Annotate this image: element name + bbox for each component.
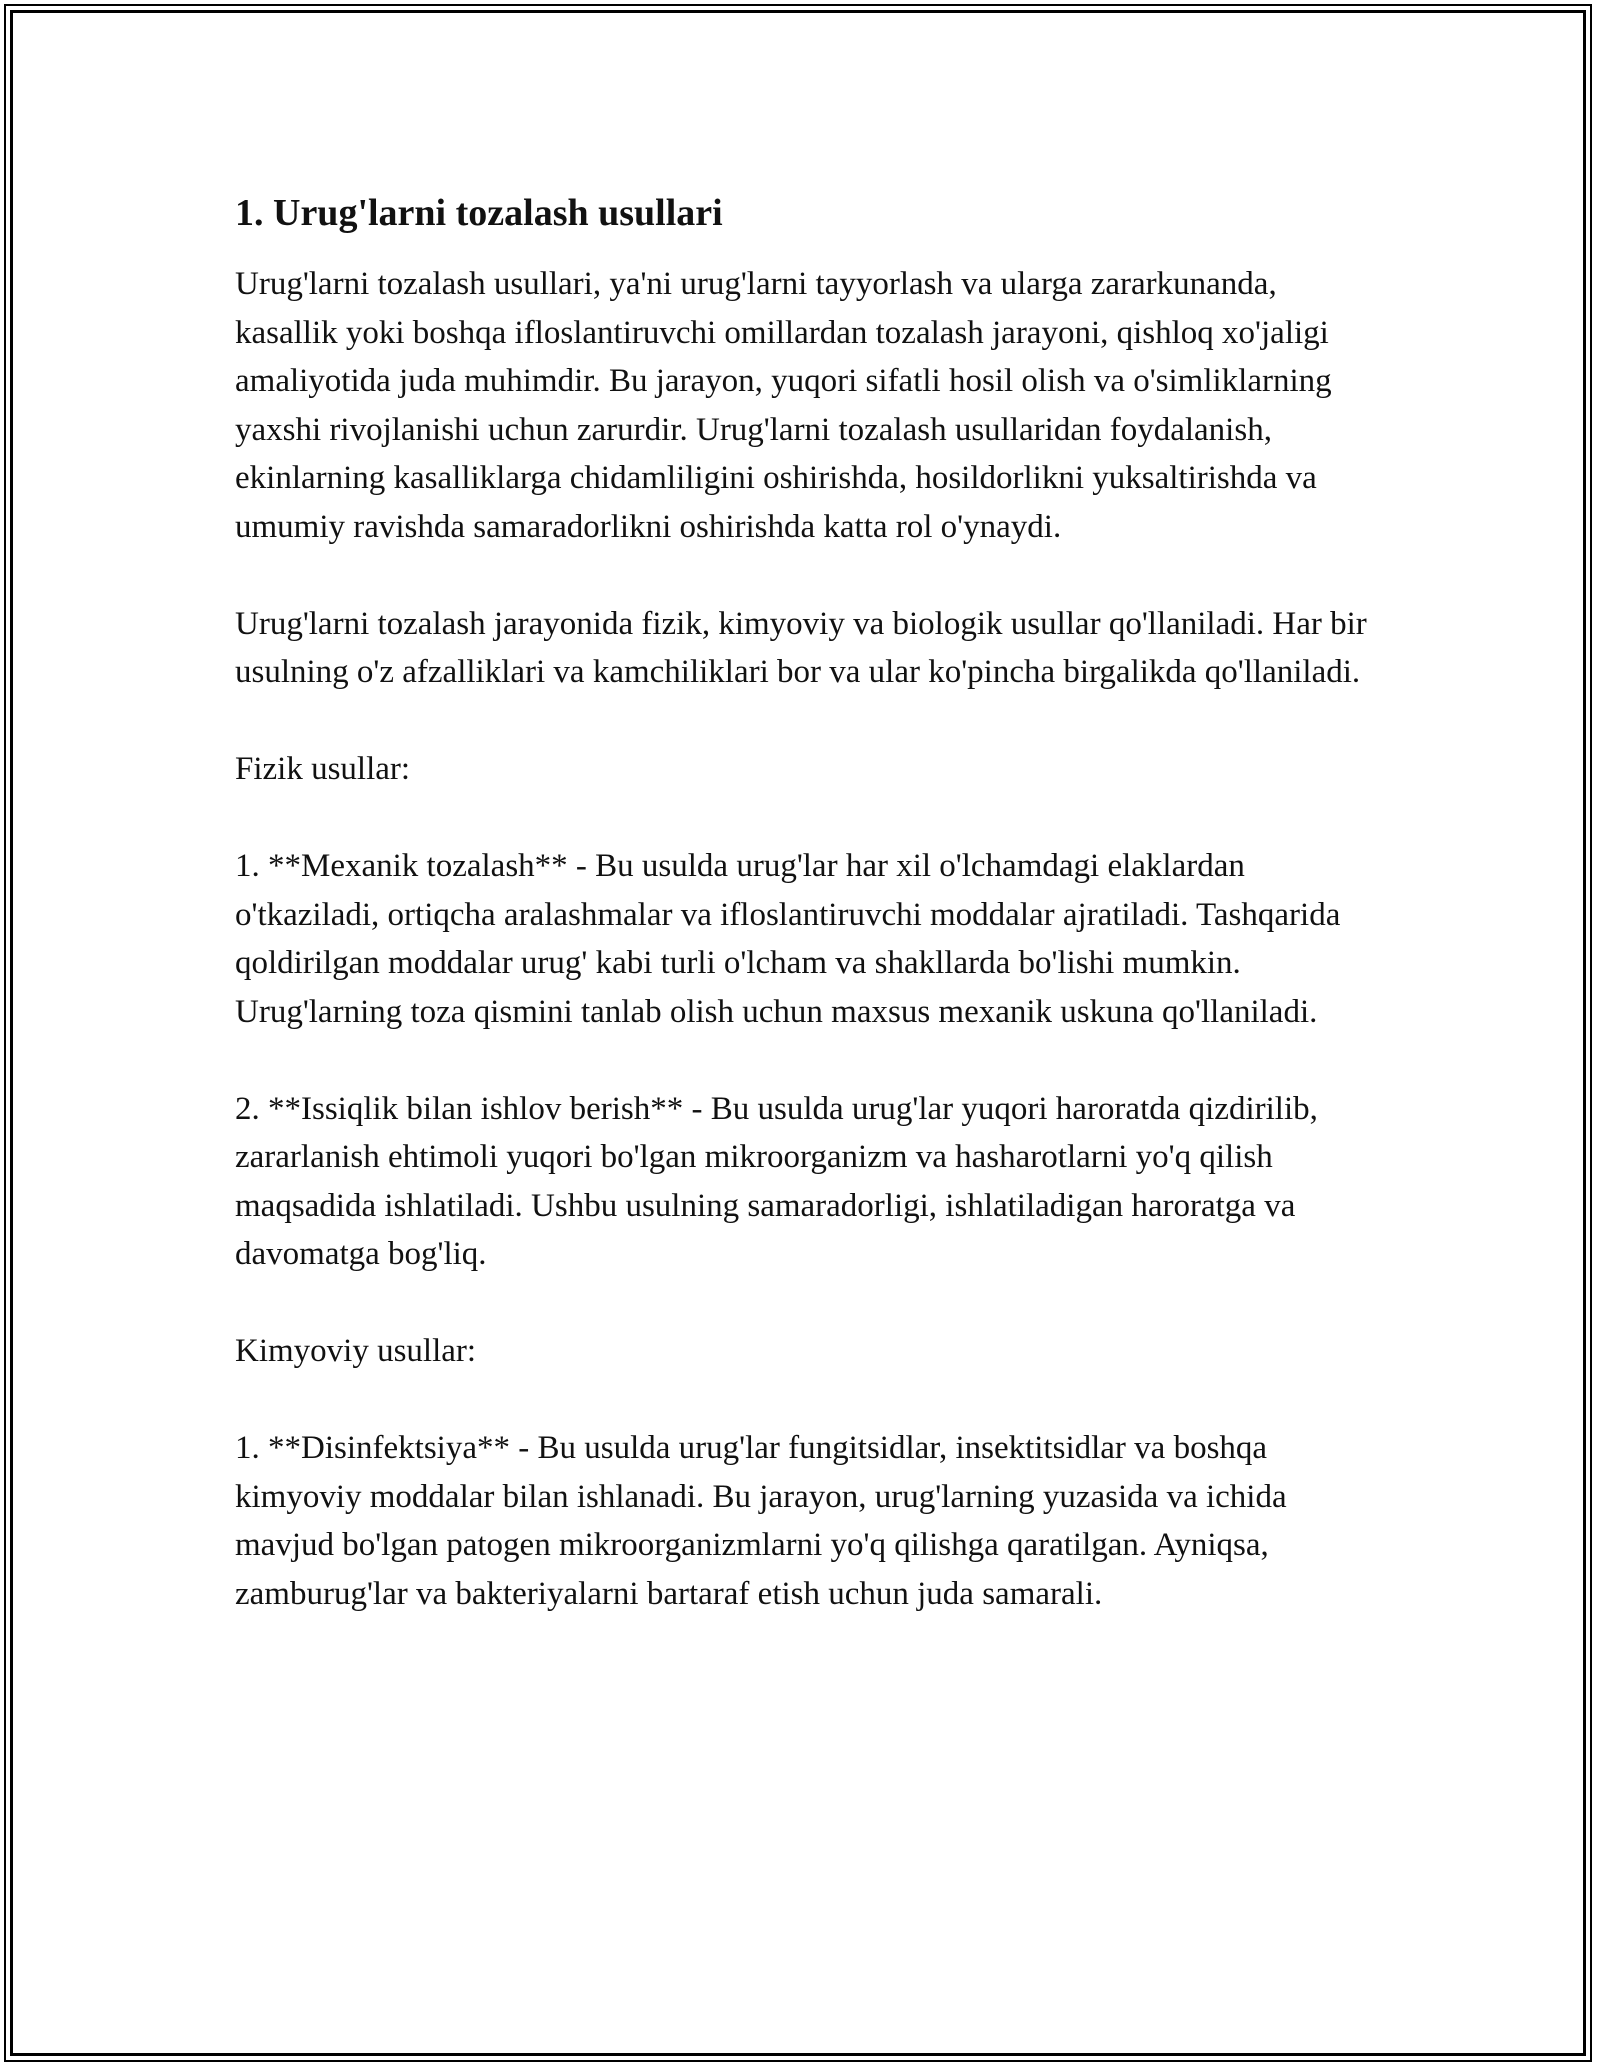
- subheading-chemical-methods: Kimyoviy usullar:: [235, 1333, 477, 1369]
- list-item-mechanical-cleaning: 1. **Mexanik tozalash** - Bu usulda urug'lar har xil o'lchamdagi elaklardan o'tkaziladi, ortiqcha aralashmalar va ifloslantiruvchi moddalar ajratiladi. Tashqarida qoldirilgan moddalar urug' kabi turli o'lcham va shakllarda bo'lishi mumkin. Urug'larning toza qismini tanlab olish uchun maxsus mexanik uskuna qo'llaniladi.: [235, 848, 1341, 1030]
- section-heading: 1. Urug'larni tozalash usullari: [235, 192, 723, 234]
- list-item-heat-treatment: 2. **Issiqlik bilan ishlov berish** - Bu usulda urug'lar yuqori haroratda qizdirilib, zararlanish ehtimoli yuqori bo'lgan mikroorganizm va hasharotlarni yo'q qilish maqsadida ishlatiladi. Ushbu usulning samaradorligi, ishlatiladigan haroratga va davomatga bog'liq.: [235, 1090, 1318, 1272]
- subheading-physical-methods: Fizik usullar:: [235, 751, 411, 787]
- list-item-disinfection: 1. **Disinfektsiya** - Bu usulda urug'lar fungitsidlar, insektitsidlar va boshqa kimyoviy moddalar bilan ishlanadi. Bu jarayon, urug'larning yuzasida va ichida mavjud bo'lgan patogen mikroorganizmlarni yo'q qilishga qaratilgan. Ayniqsa, zamburug'lar va bakteriyalarni bartaraf etish uchun juda samarali.: [235, 1430, 1287, 1612]
- document-body: [235, 188, 1375, 1667]
- paragraph-methods-overview: Urug'larni tozalash jarayonida fizik, kimyoviy va biologik usullar qo'llaniladi. Har bir usulning o'z afzalliklari va kamchiliklari bor va ular ko'pincha birgalikda qo'llaniladi.: [235, 605, 1367, 690]
- paragraph-intro: Urug'larni tozalash usullari, ya'ni urug'larni tayyorlash va ularga zararkunanda, kasallik yoki boshqa ifloslantiruvchi omillardan tozalash jarayoni, qishloq xo'jaligi amaliyotida juda muhimdir. Bu jarayon, yuqori sifatli hosil olish va o'simliklarning yaxshi rivojlanishi uchun zarurdir. Urug'larni tozalash usullaridan foydalanish, ekinlarning kasalliklarga chidamliligini oshirishda, hosildorlikni yuksaltirishda va umumiy ravishda samaradorlikni oshirishda katta rol o'ynaydi.: [235, 266, 1332, 545]
